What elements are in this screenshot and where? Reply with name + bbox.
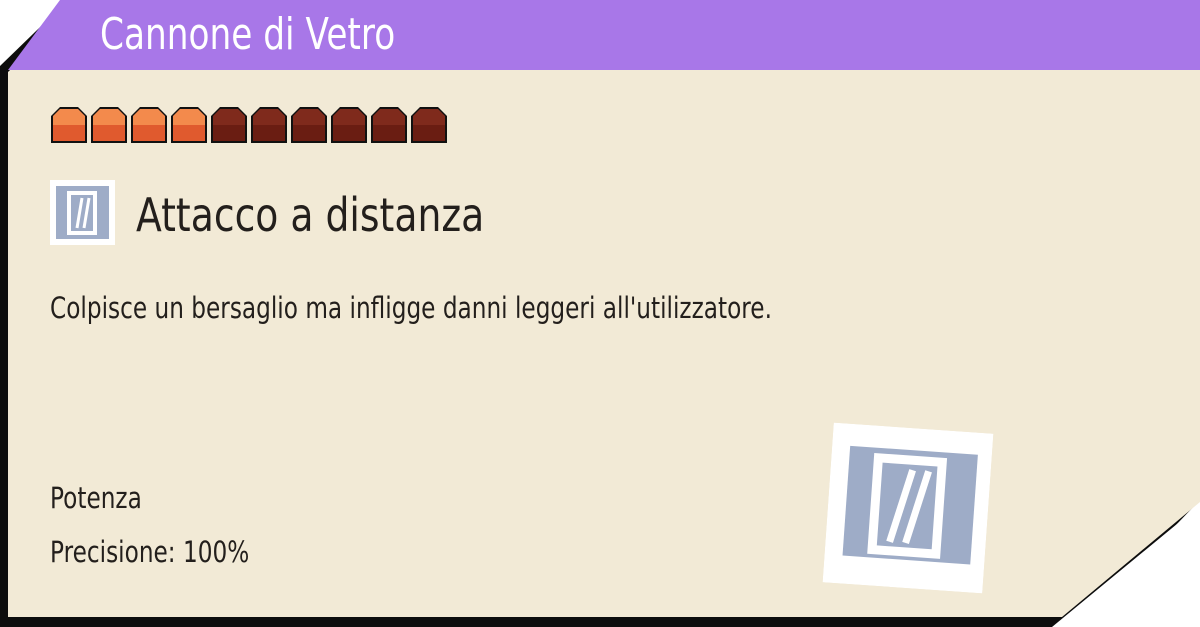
pp-pip-filled	[51, 107, 87, 143]
category-emblem-icon	[823, 423, 994, 594]
glass-window-icon	[50, 180, 115, 245]
pp-pip-empty	[211, 107, 247, 143]
move-description: Colpisce un bersaglio ma infligge danni leggeri all'utilizzatore.	[50, 291, 772, 325]
category-label: Attacco a distanza	[136, 188, 485, 242]
pp-pip-empty	[291, 107, 327, 143]
pp-pip-filled	[91, 107, 127, 143]
accuracy-stat: Precisione: 100%	[50, 535, 250, 569]
pp-pip-filled	[171, 107, 207, 143]
pp-pip-empty	[331, 107, 367, 143]
move-title: Cannone di Vetro	[100, 9, 396, 60]
pp-pip-filled	[131, 107, 167, 143]
power-stat: Potenza	[50, 481, 142, 515]
pp-pip-empty	[371, 107, 407, 143]
pp-pip-empty	[251, 107, 287, 143]
pp-bar	[50, 105, 450, 145]
pp-pip-empty	[411, 107, 447, 143]
